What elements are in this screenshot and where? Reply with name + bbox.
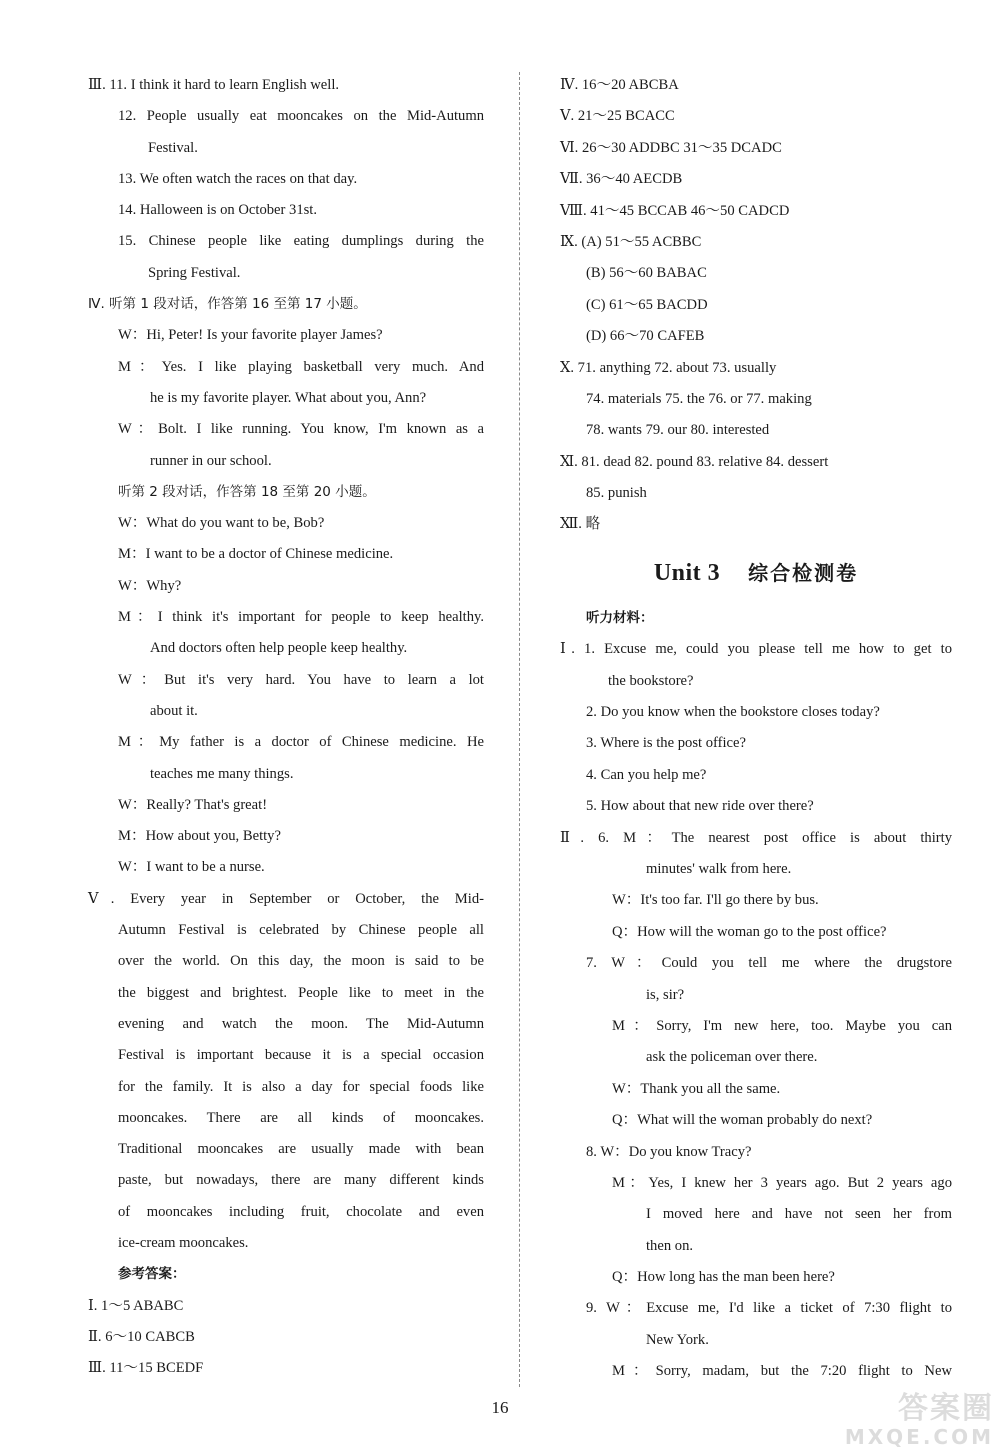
text-line: Ⅳ. 听第 1 段对话，作答第 16 至第 17 小题。 — [88, 296, 367, 313]
answer-line: Ⅷ. 41～45 BCCAB 46～50 CADCD — [560, 202, 790, 219]
text-line: for the family. It is also a day for special foods like — [118, 1078, 484, 1095]
script-line: 听力材料： — [586, 609, 654, 626]
script-line: New York. — [646, 1331, 709, 1348]
answer-line: Ⅸ. (A) 51～55 ACBBC — [560, 233, 702, 250]
text-line: M：My father is a doctor of Chinese medicine. He — [118, 734, 484, 751]
text-line: of mooncakes including fruit, chocolate and even — [118, 1203, 484, 1220]
text-line: Traditional mooncakes are usually made with bean — [118, 1141, 484, 1158]
text-line: M：How about you, Betty? — [118, 828, 281, 845]
text-line: W：But it's very hard. You have to learn a lot — [118, 671, 484, 688]
text-line: Festival is important because it is a special occasion — [118, 1047, 484, 1064]
script-line: W：It's too far. I'll go there by bus. — [612, 892, 819, 909]
answer-line: (B) 56～60 BABAC — [586, 265, 707, 282]
text-line: W：Hi, Peter! Is your favorite player James? — [118, 327, 383, 344]
text-line: over the world. On this day, the moon is said to be — [118, 953, 484, 970]
text-line: ice-cream mooncakes. — [118, 1234, 249, 1251]
text-line: 15. Chinese people like eating dumplings during the — [118, 233, 484, 250]
text-line: Festival. — [148, 139, 198, 156]
script-line: 8. W：Do you know Tracy? — [586, 1143, 752, 1160]
answer-line: 78. wants 79. our 80. interested — [586, 422, 770, 439]
script-line: M：Yes, I knew her 3 years ago. But 2 years ago — [612, 1174, 952, 1191]
text-line: W：Why? — [118, 577, 182, 594]
text-line: W：I want to be a nurse. — [118, 859, 265, 876]
watermark-line2: MXQE.COM — [844, 1425, 994, 1449]
text-line: Ⅲ. 11～15 BCEDF — [88, 1360, 204, 1377]
text-line: evening and watch the moon. The Mid-Autumn — [118, 1015, 484, 1032]
answer-line: Ⅴ. 21～25 BCACC — [560, 108, 675, 125]
script-line: I moved here and have not seen her from — [646, 1206, 952, 1223]
text-line: 13. We often watch the races on that day. — [118, 170, 358, 187]
right-column — [560, 70, 952, 1388]
text-line: 14. Halloween is on October 31st. — [118, 202, 318, 219]
script-line: W：Thank you all the same. — [612, 1080, 781, 1097]
answer-key-list — [560, 70, 952, 541]
text-line: M：Yes. I like playing basketball very much. And — [118, 358, 484, 375]
answer-line: (C) 61～65 BACDD — [586, 296, 708, 313]
answer-line: (D) 66～70 CAFEB — [586, 328, 705, 345]
script-line: Q：What will the woman probably do next? — [612, 1112, 873, 1129]
script-line: 5. How about that new ride over there? — [586, 798, 814, 815]
script-line: M：Sorry, madam, but the 7:20 flight to New — [612, 1363, 952, 1380]
answer-line: Ⅹ. 71. anything 72. about 73. usually — [560, 359, 777, 376]
watermark-line1: 答案圈 — [898, 1391, 994, 1426]
listening-script — [560, 603, 952, 1388]
text-line: Autumn Festival is celebrated by Chinese people all — [118, 922, 484, 939]
script-line: M：Sorry, I'm new here, too. Maybe you can — [612, 1017, 952, 1034]
text-line: paste, but nowadays, there are many different kinds — [118, 1172, 484, 1189]
answer-line: Ⅺ. 81. dead 82. pound 83. relative 84. dessert — [560, 453, 829, 470]
watermark-logo — [844, 1392, 994, 1452]
text-line: teaches me many things. — [150, 765, 294, 782]
answer-line: Ⅵ. 26～30 ADDBC 31～35 DCADC — [560, 139, 782, 156]
script-line: 9. W：Excuse me, I'd like a ticket of 7:30 flight to — [586, 1300, 952, 1317]
text-line: Spring Festival. — [148, 264, 241, 281]
text-line: 12. People usually eat mooncakes on the Mid-Autumn — [118, 108, 484, 125]
script-line: 4. Can you help me? — [586, 766, 707, 783]
script-line: is, sir? — [646, 986, 685, 1003]
answer-line: Ⅻ. 略 — [560, 516, 601, 533]
answer-line: 74. materials 75. the 76. or 77. making — [586, 390, 812, 407]
text-line: And doctors often help people keep healthy. — [150, 640, 408, 657]
text-line: M：I want to be a doctor of Chinese medicine. — [118, 546, 394, 563]
text-line: runner in our school. — [150, 452, 272, 469]
section-title-unit: Unit 3 — [653, 559, 721, 586]
script-line: then on. — [646, 1237, 694, 1254]
page-number: 16 — [491, 1398, 509, 1417]
text-line: Ⅴ. Every year in September or October, the Mid- — [88, 890, 484, 907]
text-line: 听第 2 段对话，作答第 18 至第 20 小题。 — [118, 483, 376, 500]
section-title — [560, 551, 952, 595]
text-line: mooncakes. There are all kinds of mooncakes. — [118, 1109, 484, 1126]
script-line: Ⅱ. 6. M：The nearest post office is about thirty — [560, 829, 952, 846]
answer-line: 85. punish — [586, 485, 647, 502]
script-line: 2. Do you know when the bookstore closes today? — [586, 704, 880, 721]
script-line: minutes' walk from here. — [646, 860, 792, 877]
section-title-cn: 综合检测卷 — [748, 560, 859, 585]
text-line: W：Bolt. I like running. You know, I'm known as a — [118, 421, 484, 438]
text-line: Ⅰ. 1～5 ABABC — [88, 1297, 184, 1314]
script-line: 3. Where is the post office? — [586, 735, 746, 752]
left-column — [88, 70, 484, 1384]
script-line: Q：How long has the man been here? — [612, 1269, 835, 1286]
text-line: Ⅲ. 11. I think it hard to learn English well. — [88, 77, 340, 93]
script-line: Ⅰ. 1. Excuse me, could you please tell me how to get to — [560, 641, 952, 658]
text-line: M：I think it's important for people to keep healthy. — [118, 609, 484, 626]
script-line: the bookstore? — [608, 672, 694, 689]
text-line: W：What do you want to be, Bob? — [118, 515, 325, 532]
column-divider — [519, 72, 520, 1387]
text-line: he is my favorite player. What about you, Ann? — [150, 389, 427, 406]
text-line: 参考答案： — [118, 1266, 186, 1283]
text-line: the biggest and brightest. People like to meet in the — [118, 984, 484, 1001]
script-line: 7. W：Could you tell me where the drugstore — [586, 955, 952, 972]
script-line: Q：How will the woman go to the post office? — [612, 923, 887, 940]
text-line: about it. — [150, 702, 198, 719]
text-line: W：Really? That's great! — [118, 796, 268, 813]
answer-line: Ⅶ. 36～40 AECDB — [560, 171, 683, 188]
answer-line: Ⅳ. 16～20 ABCBA — [560, 77, 679, 93]
script-line: ask the policeman over there. — [646, 1049, 818, 1066]
text-line: Ⅱ. 6～10 CABCB — [88, 1328, 195, 1345]
